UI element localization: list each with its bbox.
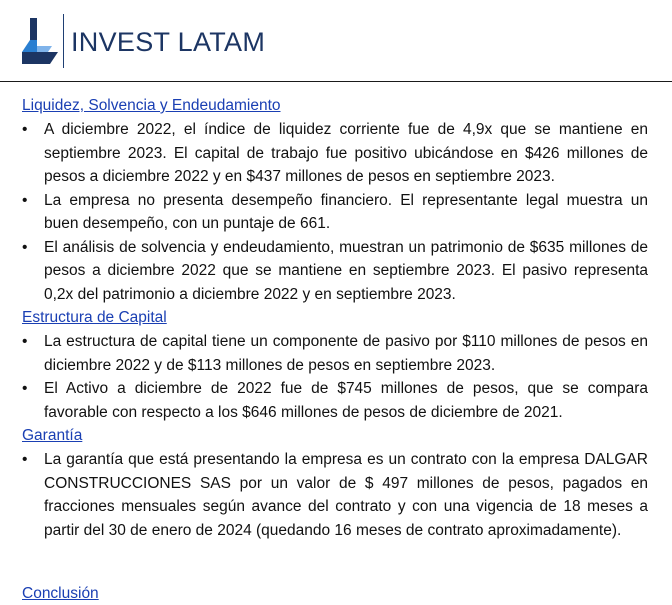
list-item-text: La empresa no presenta desempeño financiero. El representante legal muestra un buen desempeño, con un puntaje de 661. [44,191,648,232]
section-title-garantia[interactable]: Garantía [22,427,83,444]
report-header [0,0,672,82]
bullet-icon: • [22,380,28,397]
section-estructura-capital [22,307,648,424]
list-item [22,330,648,377]
section-title-conclusion[interactable]: Conclusión [22,585,99,602]
section-garantia [22,425,648,542]
section-title-estructura[interactable]: Estructura de Capital [22,309,167,326]
bullet-list [22,448,648,542]
bullet-list [22,118,648,306]
list-item-text: La estructura de capital tiene un componente de pasivo por $110 millones de pesos en diciembre 2022 y de $113 millones de pesos en septiembre 2023. [44,333,648,374]
list-item [22,189,648,236]
invest-latam-logo-icon [22,18,58,64]
list-item [22,118,648,189]
bullet-list [22,330,648,424]
list-item [22,448,648,542]
section-title-liquidez[interactable]: Liquidez, Solvencia y Endeudamiento [22,97,281,114]
list-item-text: A diciembre 2022, el índice de liquidez corriente fue de 4,9x que se mantiene en septiembre 2023. El capital de trabajo fue positivo ubicándose en $426 millones de pesos a diciembre 2022 y en $437 millones de pesos en septiembre 2023. [44,121,648,185]
section-liquidez [22,95,648,306]
brand-title: INVEST LATAM [71,27,266,57]
list-item [22,236,648,307]
list-item [22,377,648,424]
bullet-icon: • [22,451,28,468]
bullet-icon: • [22,238,28,256]
list-item-text: La garantía que está presentando la empresa es un contrato con la empresa DALGAR CONSTRUCCIONES SAS por un valor de $ 497 millones de pesos, pagados en fracciones mensuales según avance del contrato y con una vigencia de 18 meses a partir del 30 de enero de 2024 (quedando 16 meses de contrato aproximadamente). [44,451,648,539]
bullet-icon: • [22,333,28,350]
header-divider [63,14,64,68]
bullet-icon: • [22,121,28,138]
list-item-text: El Activo a diciembre de 2022 fue de $745 millones de pesos, que se compara favorable con respecto a los $646 millones de pesos de diciembre de 2021. [44,380,648,421]
report-content [22,95,648,543]
list-item-text: El análisis de solvencia y endeudamiento, muestran un patrimonio de $635 millones de pesos a diciembre 2022 que se mantiene en septiembre 2023. El pasivo representa 0,2x del patrimonio a diciembre 2022 y en septiembre 2023. [44,238,648,303]
bullet-icon: • [22,191,28,209]
